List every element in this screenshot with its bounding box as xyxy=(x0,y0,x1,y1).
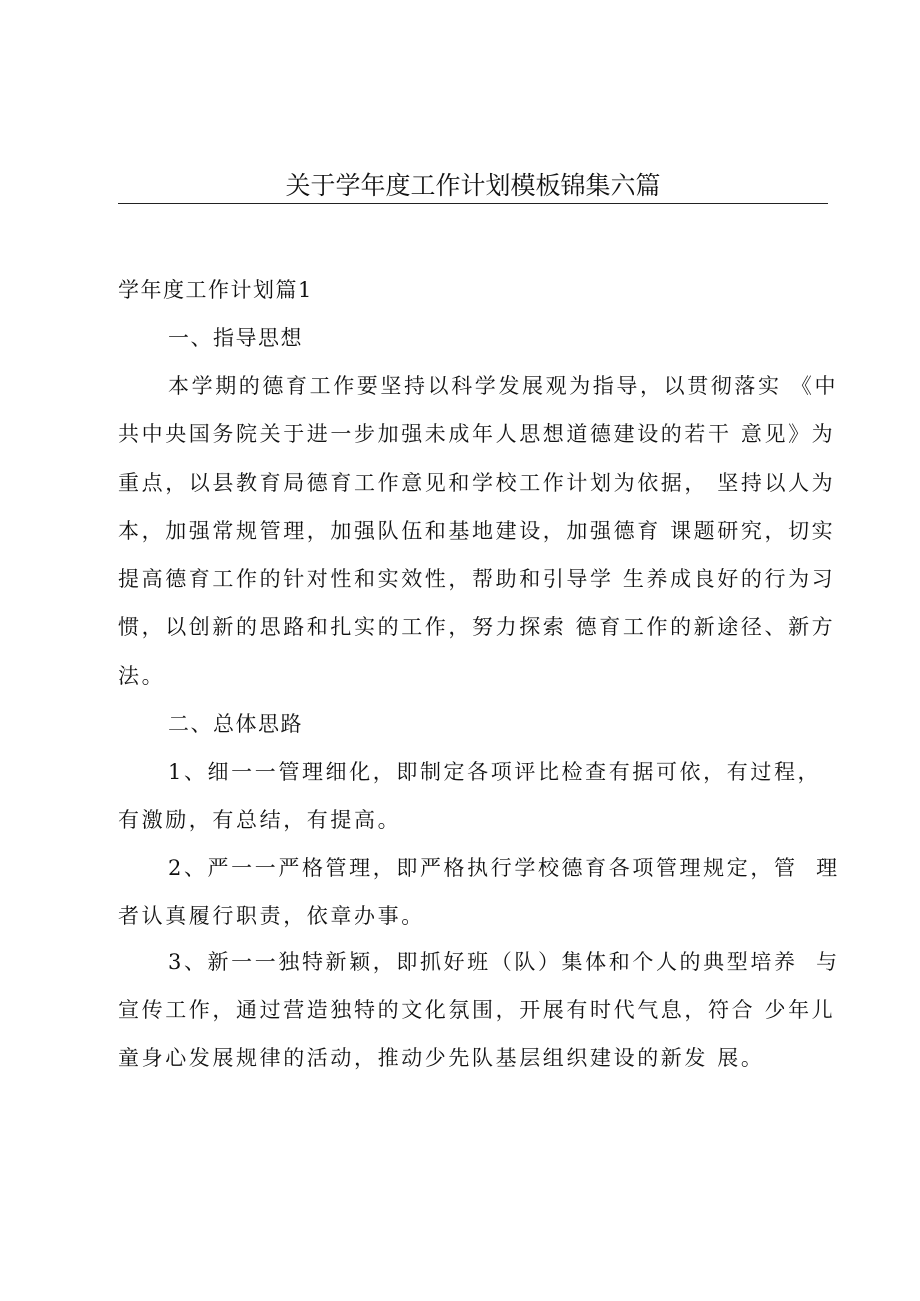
heading-guiding-ideology: 一、指导思想 xyxy=(168,326,303,350)
heading-overall-approach: 二、总体思路 xyxy=(168,712,303,736)
paragraph-line: 法。 xyxy=(118,664,166,688)
paragraph-line: 提高德育工作的针对性和实效性，帮助和引导学 生养成良好的行为习 xyxy=(118,567,836,591)
paragraph-line: 惯，以创新的思路和扎实的工作，努力探索 德育工作的新途径、新方 xyxy=(118,615,836,639)
section-title: 学年度工作计划篇1 xyxy=(118,278,313,302)
list-item-line: 者认真履行职责，依章办事。 xyxy=(118,904,425,928)
paragraph-line: 共中央国务院关于进一步加强未成年人思想道德建设的若干 意见》为 xyxy=(118,422,836,446)
list-item-line: 宣传工作，通过营造独特的文化氛围，开展有时代气息，符合 少年儿 xyxy=(118,998,836,1022)
paragraph-line: 本学期的德育工作要坚持以科学发展观为指导，以贯彻落实 《中 xyxy=(168,374,839,398)
paragraph-line: 重点，以县教育局德育工作意见和学校工作计划为依据， 坚持以人为 xyxy=(118,471,836,495)
paragraph-line: 本，加强常规管理，加强队伍和基地建设，加强德育 课题研究，切实 xyxy=(118,519,836,543)
list-item-line: 童身心发展规律的活动，推动少先队基层组织建设的新发 展。 xyxy=(118,1046,765,1070)
list-item-line: 有激励，有总结，有提高。 xyxy=(118,808,402,832)
list-item-line: 2、严一一严格管理，即严格执行学校德育各项管理规定，管 理 xyxy=(168,856,840,880)
list-item-line: 3、新一一独特新颖，即抓好班（队）集体和个人的典型培养 与 xyxy=(168,950,840,974)
title-underline xyxy=(118,203,828,204)
document-title: 关于学年度工作计划模板锦集六篇 xyxy=(285,171,661,200)
list-item-line: 1、细一一管理细化，即制定各项评比检查有据可依，有过程， xyxy=(168,760,822,784)
